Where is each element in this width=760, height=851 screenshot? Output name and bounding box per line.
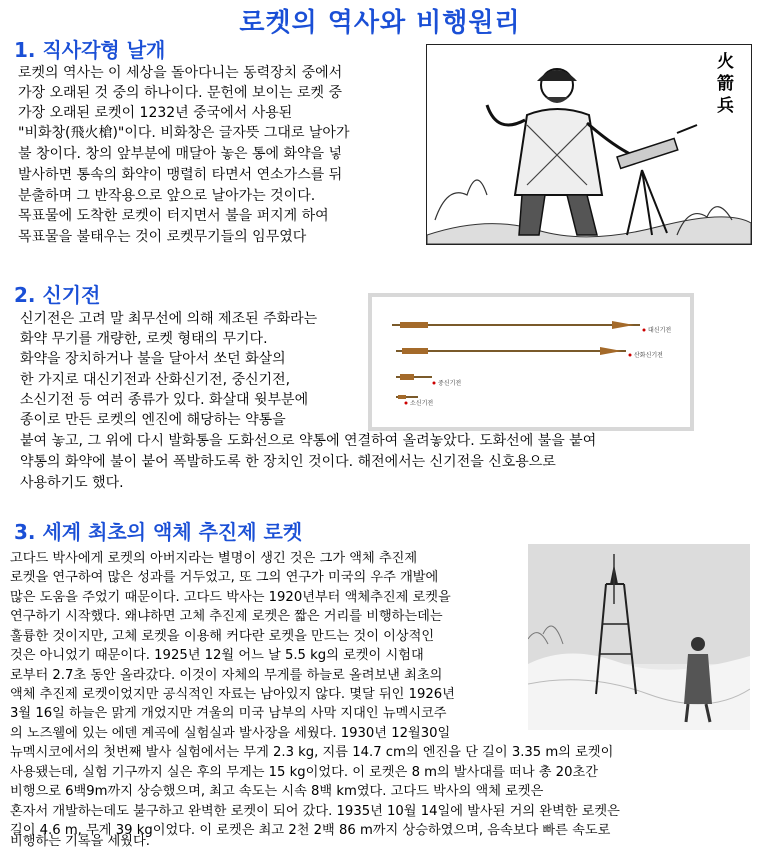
- text-line: "비화창(飛火槍)"이다. 비화창은 글자뜻 그대로 날아가: [18, 125, 350, 141]
- text-line: 신기전은 고려 말 최무선에 의해 제조된 주화라는: [20, 311, 318, 327]
- text-line: 비행으로 6백9m까지 상승했으며, 최고 속도는 시속 8백 km였다. 고다드 박사의 액체 로켓은: [10, 784, 544, 799]
- text-line: 의 노즈웰에 있는 에덴 계곡에 실험실과 발사장을 세웠다. 1930년 12월30일: [10, 726, 451, 741]
- image-caption: 火箭兵: [717, 52, 734, 116]
- text-line: 로켓의 역사는 이 세상을 돌아다니는 동력장치 중에서: [18, 65, 343, 81]
- section1-heading: 1. 직사각형 날개: [14, 38, 166, 62]
- text-line: 발사하면 통속의 화약이 맹렬히 타면서 연소가스를 뒤: [18, 167, 343, 183]
- text-line: 사용됐는데, 실험 기구까지 실은 후의 무게는 15 kg이었다. 이 로켓은 8 m의 발사대를 떠나 총 20초간: [10, 765, 598, 780]
- text-line: 약통의 화약에 불이 붙어 폭발하도록 한 장치인 것이다. 해전에서는 신기전을 신호용으로: [20, 454, 556, 470]
- text-line: 불 창이다. 창의 앞부분에 매달아 놓은 통에 화약을 넣: [18, 146, 343, 162]
- text-line: 사용하기도 했다.: [20, 475, 124, 491]
- text-line: 길이 4.6 m, 무게 39 kg이었다. 이 로켓은 최고 2천 2백 86 m까지 상승하였으며, 음속보다 빠른 속도로: [10, 823, 611, 838]
- text-line: 많은 도움을 주었기 때문이다. 고다드 박사는 1920년부터 액체추진제 로켓을: [10, 590, 451, 605]
- text-line: 비행하는 기록을 세웠다.: [10, 834, 150, 849]
- text-line: 분출하며 그 반작용으로 앞으로 날아가는 것이다.: [18, 188, 316, 204]
- fire-arrow-soldier-image: [426, 44, 752, 245]
- text-line: 가장 오래된 로켓이 1232년 중국에서 사용된: [18, 105, 293, 121]
- text-line: 화약 무기를 개량한, 로켓 형태의 무기다.: [20, 331, 268, 347]
- text-line: 화약을 장치하거나 불을 달아서 쏘던 화살의: [20, 351, 286, 367]
- arrow-label-sosingijeon: 소신기전: [410, 400, 434, 407]
- section2-heading: 2. 신기전: [14, 283, 101, 307]
- singijeon-arrows-image: [368, 293, 694, 431]
- text-line: 뉴멕시코에서의 첫번째 발사 실험에서는 무게 2.3 kg, 지름 14.7 cm의 엔진을 단 길이 3.35 m의 로켓이: [10, 745, 614, 760]
- text-line: 훌륭한 것이지만, 고체 로켓을 이용해 커다란 로켓을 만드는 것이 이상적인: [10, 629, 435, 644]
- text-line: 소신기전 등 여러 종류가 있다. 화살대 윗부분에: [20, 392, 309, 408]
- text-line: 액체 추진제 로켓이었지만 공식적인 자료는 남아있지 않다. 몇달 뒤인 1926년: [10, 687, 455, 702]
- text-line: 로부터 2.7초 동안 올라갔다. 이것이 자체의 무게를 하늘로 올려보낸 최초의: [10, 668, 443, 683]
- text-line: 가장 오래된 것 중의 하나이다. 문헌에 보이는 로켓 중: [18, 85, 343, 101]
- arrow-label-daesingijeon: 대신기전: [648, 327, 672, 334]
- text-line: 목표물을 불태우는 것이 로켓무기들의 임무였다: [18, 229, 307, 245]
- goddard-rocket-photo: [528, 544, 750, 730]
- text-line: 붙여 놓고, 그 위에 다시 발화통을 도화선으로 약통에 연결하여 올려놓았다. 도화선에 불을 붙여: [20, 433, 597, 449]
- page-title: 로켓의 역사와 비행원리: [239, 8, 521, 38]
- text-line: 것은 아니었기 때문이다. 1925년 12월 어느 날 5.5 kg의 로켓이 시험대: [10, 648, 424, 663]
- text-line: 고다드 박사에게 로켓의 아버지라는 별명이 생긴 것은 그가 액체 추진제: [10, 551, 418, 566]
- text-line: 로켓을 연구하여 많은 성과를 거두었고, 또 그의 연구가 미국의 우주 개발에: [10, 570, 439, 585]
- text-line: 혼자서 개발하는데도 불구하고 완벽한 로켓이 되어 갔다. 1935년 10월 14일에 발사된 거의 완벽한 로켓은: [10, 804, 620, 819]
- arrow-label-jungsingijeon: 중신기전: [438, 380, 462, 387]
- arrow-label-sanhwasingijeon: 산화신기전: [634, 352, 663, 359]
- text-line: 종이로 만든 로켓의 엔진에 해당하는 약통을: [20, 412, 286, 428]
- text-line: 한 가지로 대신기전과 산화신기전, 중신기전,: [20, 372, 291, 388]
- text-line: 목표물에 도착한 로켓이 터지면서 불을 퍼지게 하여: [18, 208, 329, 224]
- text-line: 연구하기 시작했다. 왜냐하면 고체 추진제 로켓은 짧은 거리를 비행하는데는: [10, 609, 443, 624]
- section3-heading: 3. 세계 최초의 액체 추진제 로켓: [14, 520, 303, 544]
- text-line: 3월 16일 하늘은 맑게 개었지만 겨울의 미국 남부의 사막 지대인 뉴멕시코주: [10, 706, 447, 721]
